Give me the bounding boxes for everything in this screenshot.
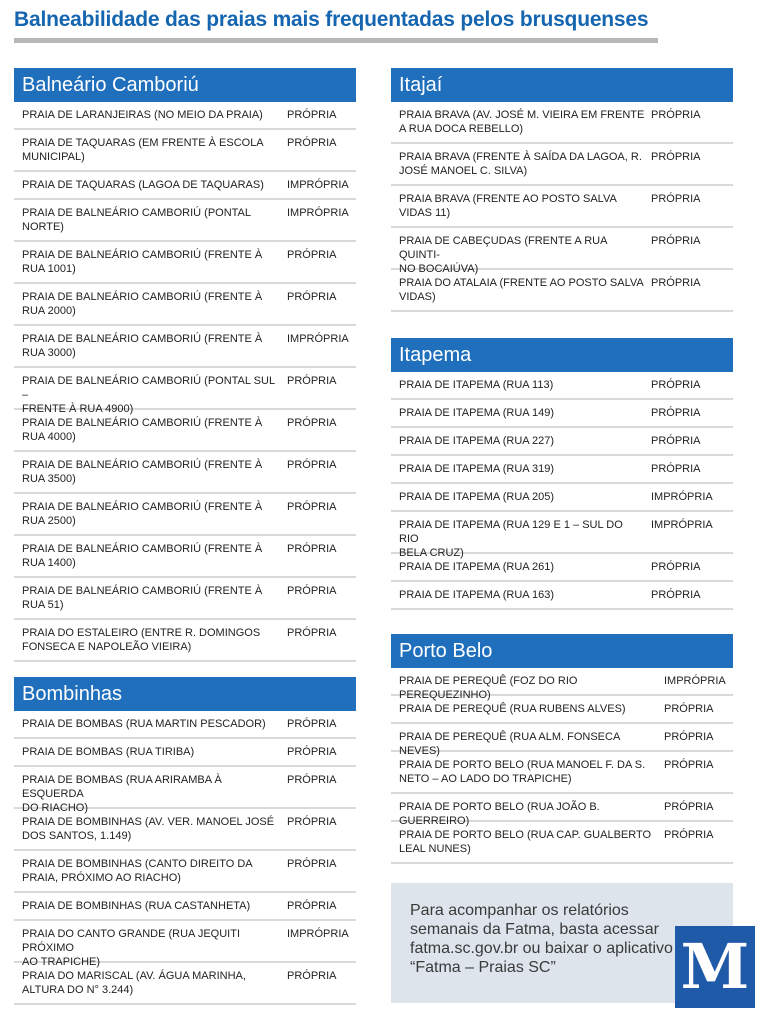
beach-name	[391, 234, 651, 275]
beach-name-line: PRAIA DE PORTO BELO (RUA MANOEL F. DA S.	[399, 759, 646, 771]
page-title: Balneabilidade das praias mais frequentadas pelos brusquenses	[14, 8, 649, 31]
title-underline	[14, 38, 658, 43]
beach-row	[14, 851, 356, 893]
beach-name	[14, 136, 287, 170]
status-label: PRÓPRIA	[651, 151, 701, 163]
beach-name	[391, 150, 651, 184]
beach-name	[14, 206, 287, 240]
beach-list	[391, 668, 733, 864]
beach-name-line: AO TRAPICHE)	[22, 956, 101, 968]
beach-name-line: RUA 3500)	[22, 473, 76, 485]
beach-row	[14, 620, 356, 662]
beach-row	[14, 326, 356, 368]
beach-name	[14, 745, 287, 765]
beach-name-line: PRAIA DE ITAPEMA (RUA 319)	[399, 463, 555, 475]
status-label: IMPRÓPRIA	[287, 928, 349, 940]
section-heading: Itapema	[391, 338, 733, 372]
status-label: IMPRÓPRIA	[651, 491, 713, 503]
status-label: PRÓPRIA	[287, 501, 337, 513]
status-label: PRÓPRIA	[287, 627, 337, 639]
status-label: PRÓPRIA	[287, 249, 337, 261]
section-heading: Porto Belo	[391, 634, 733, 668]
beach-name-line: DO RIACHO)	[22, 802, 88, 814]
status-label: PRÓPRIA	[651, 193, 701, 205]
beach-name	[14, 542, 287, 576]
beach-name	[14, 332, 287, 366]
beach-name	[14, 500, 287, 534]
beach-name	[14, 374, 287, 415]
status-label: PRÓPRIA	[287, 970, 337, 982]
beach-row	[14, 410, 356, 452]
beach-name-line: PRAIA DE BALNEÁRIO CAMBORIÚ (FRENTE À	[22, 543, 263, 555]
beach-name-line: NETO – AO LADO DO TRAPICHE)	[399, 773, 572, 785]
callout-line: Para acompanhar os relatórios	[410, 902, 629, 919]
beach-name	[14, 416, 287, 450]
status-label: PRÓPRIA	[287, 585, 337, 597]
status-label: IMPRÓPRIA	[651, 519, 713, 531]
section-balneario-camboriu	[14, 68, 356, 662]
status-label: PRÓPRIA	[287, 459, 337, 471]
beach-row	[391, 144, 733, 186]
beach-name-line: PRAIA DO MARISCAL (AV. ÁGUA MARINHA,	[22, 970, 246, 982]
status-label: PRÓPRIA	[287, 718, 337, 730]
beach-name-line: DOS SANTOS, 1.149)	[22, 830, 132, 842]
beach-name-line: RUA 4000)	[22, 431, 76, 443]
beach-name-line: PRAIA DE PORTO BELO (RUA JOÃO B. GUERREIRO)	[399, 801, 600, 827]
beach-name-line: PRAIA BRAVA (AV. JOSÉ M. VIEIRA EM FRENTE	[399, 109, 645, 121]
beach-row	[391, 372, 733, 400]
beach-name-line: PRAIA DO ATALAIA (FRENTE AO POSTO SALVA	[399, 277, 644, 289]
beach-name	[391, 490, 651, 510]
beach-row	[391, 668, 733, 701]
status-label: PRÓPRIA	[287, 417, 337, 429]
beach-row	[14, 368, 356, 415]
status-label: PRÓPRIA	[287, 291, 337, 303]
beach-name-line: NO BOCAIÚVA)	[399, 263, 479, 275]
beach-name	[14, 899, 287, 919]
beach-row	[14, 284, 356, 326]
beach-row	[14, 921, 356, 968]
beach-list	[391, 372, 733, 610]
beach-name-line: PRAIA DE PEREQUÊ (RUA ALM. FONSECA NEVES)	[399, 731, 620, 757]
beach-name-line: PRAIA DE TAQUARAS (LAGOA DE TAQUARAS)	[22, 179, 264, 191]
beach-row	[391, 270, 733, 312]
beach-name-line: PRAIA DE CABEÇUDAS (FRENTE A RUA QUINTI-	[399, 235, 607, 261]
beach-name	[14, 815, 287, 849]
beach-row	[14, 536, 356, 578]
beach-list	[391, 102, 733, 312]
beach-name-line: FRENTE À RUA 4900)	[22, 403, 134, 415]
beach-name	[391, 276, 651, 310]
beach-name-line: RUA 3000)	[22, 347, 76, 359]
section-porto-belo	[391, 634, 733, 864]
beach-row	[14, 578, 356, 620]
beach-row	[391, 428, 733, 456]
beach-name-line: RUA 1400)	[22, 557, 76, 569]
beach-name	[14, 969, 287, 1003]
status-label: PRÓPRIA	[651, 463, 701, 475]
brand-logo: M	[675, 926, 755, 1008]
beach-name-line: A RUA DOCA REBELLO)	[399, 123, 524, 135]
beach-row	[391, 752, 733, 794]
beach-name	[391, 730, 664, 757]
status-label: PRÓPRIA	[651, 561, 701, 573]
beach-name-line: PRAIA DO ESTALEIRO (ENTRE R. DOMINGOS	[22, 627, 261, 639]
status-label: IMPRÓPRIA	[287, 333, 349, 345]
status-label: PRÓPRIA	[651, 589, 701, 601]
beach-name-line: RUA 51)	[22, 599, 64, 611]
beach-name-line: PRAIA DE PEREQUÊ (RUA RUBENS ALVES)	[399, 703, 626, 715]
callout-line: semanais da Fatma, basta acessar	[410, 921, 660, 938]
beach-list	[14, 711, 356, 1005]
beach-name	[391, 378, 651, 398]
status-label: PRÓPRIA	[651, 435, 701, 447]
beach-name-line: PRAIA DE BOMBINHAS (CANTO DIREITO DA	[22, 858, 253, 870]
beach-name-line: PRAIA DE BOMBAS (RUA MARTIN PESCADOR)	[22, 718, 266, 730]
status-label: IMPRÓPRIA	[664, 675, 726, 687]
beach-name-line: PRAIA DE PORTO BELO (RUA CAP. GUALBERTO	[399, 829, 652, 841]
beach-row	[14, 172, 356, 200]
section-heading: Itajaí	[391, 68, 733, 102]
beach-name-line: PRAIA DE ITAPEMA (RUA 129 E 1 – SUL DO RIO	[399, 519, 623, 545]
section-heading: Bombinhas	[14, 677, 356, 711]
beach-name	[391, 406, 651, 426]
beach-name-line: PRAIA DE TAQUARAS (EM FRENTE À ESCOLA	[22, 137, 264, 149]
beach-row	[14, 767, 356, 814]
beach-name	[391, 192, 651, 226]
beach-name-line: PRAIA DE BALNEÁRIO CAMBORIÚ (FRENTE À	[22, 585, 263, 597]
beach-name-line: PRAIA DE BALNEÁRIO CAMBORIÚ (FRENTE À	[22, 333, 263, 345]
beach-name	[14, 248, 287, 282]
beach-name-line: FONSECA E NAPOLEÃO VIEIRA)	[22, 641, 192, 653]
beach-name	[14, 458, 287, 492]
beach-name	[391, 108, 651, 142]
beach-row	[14, 102, 356, 130]
beach-name	[14, 108, 287, 128]
status-label: PRÓPRIA	[651, 407, 701, 419]
beach-name-line: RUA 2000)	[22, 305, 76, 317]
beach-name-line: BELA CRUZ)	[399, 547, 464, 559]
beach-name-line: PRAIA DE ITAPEMA (RUA 163)	[399, 589, 555, 601]
beach-name	[391, 434, 651, 454]
status-label: PRÓPRIA	[651, 235, 701, 247]
beach-name-line: VIDAS 11)	[399, 207, 451, 219]
beach-row	[391, 102, 733, 144]
status-label: PRÓPRIA	[287, 137, 337, 149]
status-label: IMPRÓPRIA	[287, 179, 349, 191]
beach-name	[391, 758, 664, 792]
status-label: PRÓPRIA	[651, 109, 701, 121]
beach-name-line: PRAIA DE BALNEÁRIO CAMBORIÚ (FRENTE À	[22, 501, 263, 513]
beach-name-line: NORTE)	[22, 221, 64, 233]
beach-name-line: PRAIA DE PEREQUÊ (FOZ DO RIO PEREQUEZINHO)	[399, 675, 578, 701]
status-label: PRÓPRIA	[664, 801, 714, 813]
beach-name-line: PRAIA DE BOMBINHAS (AV. VER. MANOEL JOSÉ	[22, 816, 275, 828]
beach-row	[14, 963, 356, 1005]
beach-name	[14, 927, 287, 968]
callout-line: “Fatma – Praias SC”	[410, 959, 556, 976]
beach-row	[391, 186, 733, 228]
beach-row	[391, 456, 733, 484]
section-heading: Balneário Camboriú	[14, 68, 356, 102]
beach-row	[14, 711, 356, 739]
beach-name	[391, 462, 651, 482]
beach-name-line: PRAIA DE BOMBINHAS (RUA CASTANHETA)	[22, 900, 251, 912]
beach-name	[14, 773, 287, 814]
beach-row	[14, 739, 356, 767]
beach-row	[14, 809, 356, 851]
beach-name-line: PRAIA DE ITAPEMA (RUA 261)	[399, 561, 555, 573]
beach-row	[391, 228, 733, 275]
section-itapema	[391, 338, 733, 610]
beach-row	[14, 452, 356, 494]
section-itajai	[391, 68, 733, 312]
status-label: PRÓPRIA	[287, 900, 337, 912]
beach-row	[391, 512, 733, 559]
beach-row	[14, 893, 356, 921]
beach-name	[391, 518, 651, 559]
status-label: PRÓPRIA	[287, 774, 337, 786]
beach-row	[14, 242, 356, 284]
beach-name-line: ALTURA DO N° 3.244)	[22, 984, 134, 996]
beach-name	[14, 178, 287, 198]
beach-name-line: PRAIA DE BALNEÁRIO CAMBORIÚ (PONTAL SUL –	[22, 375, 275, 401]
beach-row	[391, 484, 733, 512]
beach-name	[391, 800, 664, 827]
beach-name	[14, 290, 287, 324]
beach-name	[391, 674, 664, 701]
beach-row	[391, 822, 733, 864]
beach-name	[14, 626, 287, 660]
beach-name-line: PRAIA DE BOMBAS (RUA TIRIBA)	[22, 746, 195, 758]
status-label: PRÓPRIA	[664, 759, 714, 771]
beach-name	[14, 857, 287, 891]
beach-row	[391, 582, 733, 610]
beach-name	[391, 588, 651, 608]
beach-name-line: PRAIA DE ITAPEMA (RUA 149)	[399, 407, 555, 419]
beach-row	[391, 794, 733, 827]
beach-row	[391, 400, 733, 428]
beach-name-line: PRAIA BRAVA (FRENTE AO POSTO SALVA	[399, 193, 617, 205]
beach-name-line: PRAIA DE ITAPEMA (RUA 205)	[399, 491, 555, 503]
beach-name-line: PRAIA BRAVA (FRENTE À SAÍDA DA LAGOA, R.	[399, 151, 642, 163]
beach-list	[14, 102, 356, 662]
beach-name-line: PRAIA DE BALNEÁRIO CAMBORIÚ (PONTAL	[22, 207, 252, 219]
beach-row	[14, 130, 356, 172]
status-label: PRÓPRIA	[287, 858, 337, 870]
beach-name-line: PRAIA DE BALNEÁRIO CAMBORIÚ (FRENTE À	[22, 459, 263, 471]
beach-name	[14, 717, 287, 737]
status-label: PRÓPRIA	[287, 543, 337, 555]
status-label: PRÓPRIA	[287, 375, 337, 387]
beach-name-line: PRAIA DE BOMBAS (RUA ARIRAMBA À ESQUERDA	[22, 774, 222, 800]
status-label: PRÓPRIA	[287, 816, 337, 828]
beach-name-line: PRAIA DE LARANJEIRAS (NO MEIO DA PRAIA)	[22, 109, 263, 121]
status-label: PRÓPRIA	[651, 277, 701, 289]
status-label: IMPRÓPRIA	[287, 207, 349, 219]
beach-name-line: PRAIA DE ITAPEMA (RUA 113)	[399, 379, 554, 391]
beach-name	[391, 560, 651, 580]
beach-row	[391, 724, 733, 757]
status-label: PRÓPRIA	[664, 829, 714, 841]
beach-name	[391, 828, 664, 862]
beach-name	[14, 584, 287, 618]
section-bombinhas	[14, 677, 356, 1005]
beach-name-line: MUNICIPAL)	[22, 151, 85, 163]
beach-name-line: RUA 1001)	[22, 263, 76, 275]
status-label: PRÓPRIA	[651, 379, 701, 391]
beach-name-line: LEAL NUNES)	[399, 843, 471, 855]
beach-name-line: PRAIA DE BALNEÁRIO CAMBORIÚ (FRENTE À	[22, 249, 263, 261]
callout-line: fatma.sc.gov.br ou baixar o aplicativo	[410, 940, 673, 957]
status-label: PRÓPRIA	[664, 731, 714, 743]
status-label: PRÓPRIA	[287, 109, 337, 121]
beach-name-line: JOSÉ MANOEL C. SILVA)	[399, 165, 528, 177]
beach-name-line: PRAIA, PRÓXIMO AO RIACHO)	[22, 872, 181, 884]
beach-row	[14, 200, 356, 242]
status-label: PRÓPRIA	[664, 703, 714, 715]
status-label: PRÓPRIA	[287, 746, 337, 758]
beach-name-line: RUA 2500)	[22, 515, 76, 527]
beach-name-line: PRAIA DE BALNEÁRIO CAMBORIÚ (FRENTE À	[22, 291, 263, 303]
beach-name-line: PRAIA DE BALNEÁRIO CAMBORIÚ (FRENTE À	[22, 417, 263, 429]
beach-name-line: PRAIA DO CANTO GRANDE (RUA JEQUITI PRÓXIMO	[22, 928, 240, 954]
beach-name	[391, 702, 664, 722]
beach-name-line: VIDAS)	[399, 291, 436, 303]
beach-row	[14, 494, 356, 536]
beach-name-line: PRAIA DE ITAPEMA (RUA 227)	[399, 435, 555, 447]
